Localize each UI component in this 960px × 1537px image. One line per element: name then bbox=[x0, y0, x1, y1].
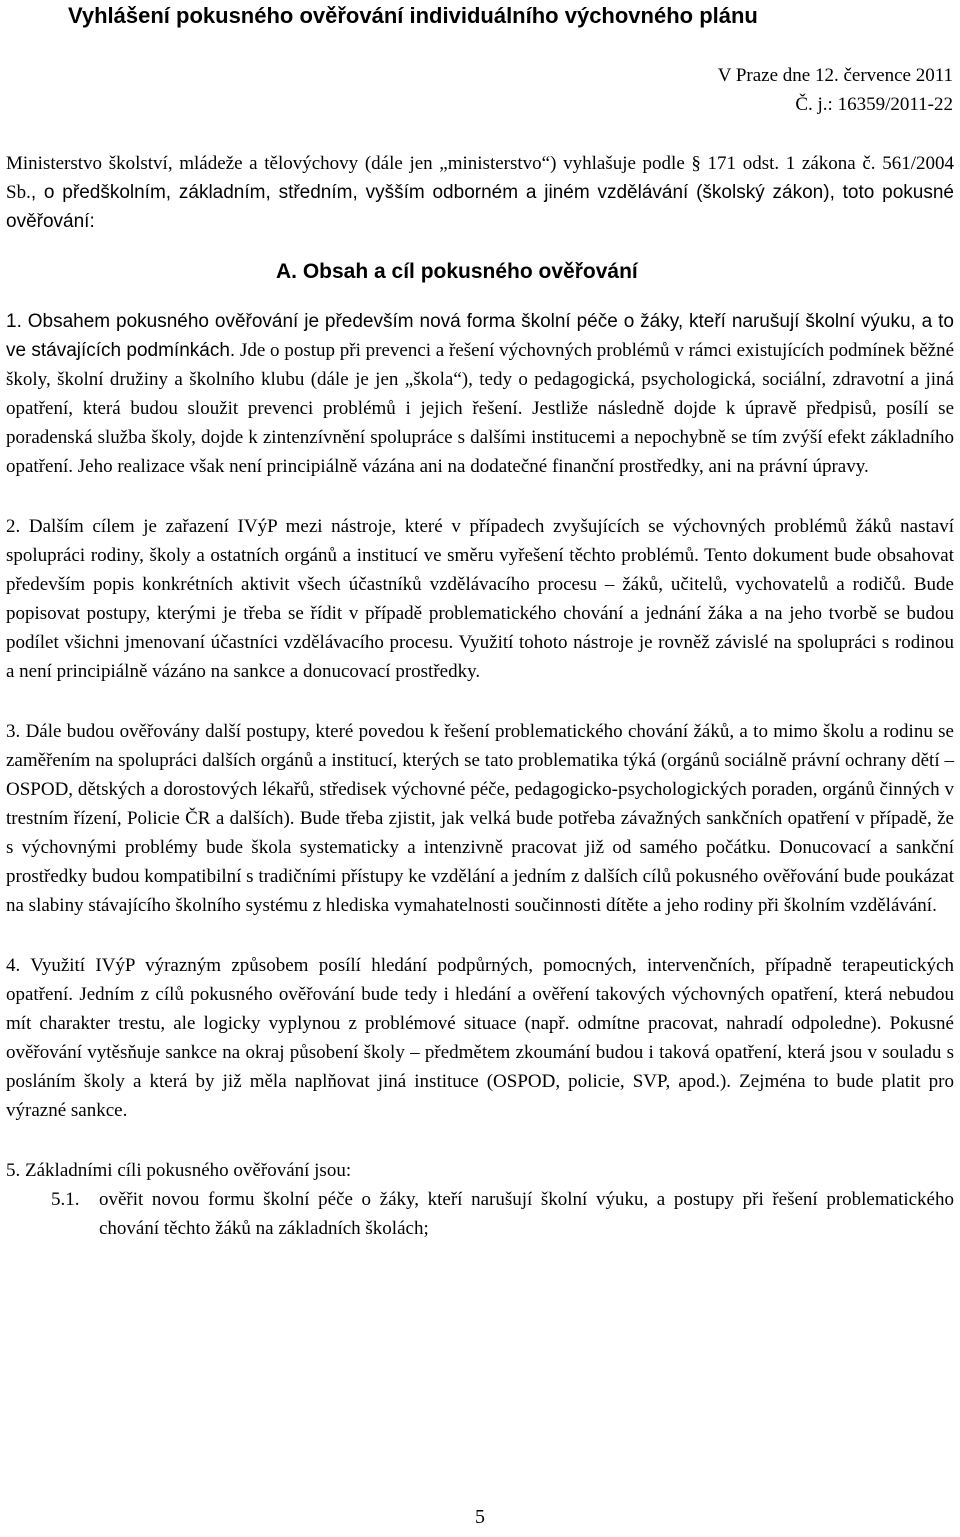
paragraph-2: 2. Dalším cílem je zařazení IVýP mezi nástroje, které v případech zvyšujících se výchovných problémů žáků nastaví spolupráci rodiny, školy a ostatních orgánů a institucí ve směru vyřešení těchto problémů. Tento dokument bude obsahovat především popis konkrétních aktivit všech účastníků vzdělávacího procesu – žáků, učitelů, vychovatelů a rodičů. Bude popisovat postupy, kterými je třeba se řídit v případě problematického chování a jednání žáka a na jeho tvorbě se budou podílet všichni jmenovaní účastníci vzdělávacího procesu. Využití tohoto nástroje je rovněž závislé na spolupráci s rodinou a není principiálně vázáno na sankce a donucovací prostředky. bbox=[6, 516, 954, 682]
reference-number: Č. j.: 16359/2011-22 bbox=[795, 94, 953, 115]
list-item-text: ověřit novou formu školní péče o žáky, kteří narušují školní výuku, a postupy při řešení problematického chování těchto žáků na základních školách; bbox=[99, 1189, 954, 1239]
paragraph-4: 4. Využití IVýP výrazným způsobem posílí hledání podpůrných, pomocných, intervenčních, případně terapeutických opatření. Jedním z cílů pokusného ověřování bude tedy i hledání a ověření takových výchovných opatření, která nebudou mít charakter trestu, ale logicky vyplynou z problémové situace (např. odmítne pracovat, nahradí odpoledne). Pokusné ověřování vytěsňuje sankce na okraj působení školy – předmětem zkoumání budou i taková opatření, která jsou v souladu s posláním školy a která by již měla naplňovat jiná instituce (OSPOD, policie, SVP, apod.). Zejména to bude platit pro výrazné sankce. bbox=[6, 955, 954, 1121]
page-number: 5 bbox=[475, 1506, 485, 1528]
paragraph-1 bbox=[6, 307, 954, 481]
paragraph-5-heading: 5. Základními cíli pokusného ověřování jsou: bbox=[6, 1160, 352, 1181]
section-heading-a: A. Obsah a cíl pokusného ověřování bbox=[276, 260, 638, 283]
paragraph-1-part2: Jde o postup při prevenci a řešení výchovných problémů v rámci existujících podmínek běžné školy, školní družiny a školního klubu (dále je jen „škola“), tedy o pedagogická, psychologická, sociální, zdravotní a jiná opatření, která budou sloužit prevenci problémů i jejich řešení. Jestliže následně dojde k úpravě předpisů, posílí se poradenská služba školy, dojde k zintenzívnění spolupráce s dalšími institucemi a nepochybně se tím zvýší efekt základního opatření. Jeho realizace však není principiálně vázána ani na dodatečné finanční prostředky, ani na právní úpravy. bbox=[6, 340, 955, 477]
intro-text-part1: Ministerstvo školství, mládeže a tělovýchovy (dále jen „ministerstvo“) vyhlašuje podle § 171 odst. 1 zákona č. 561/2004 Sb. bbox=[6, 153, 954, 203]
list-item-number: 5.1. bbox=[51, 1189, 80, 1210]
date-line: V Praze dne 12. července 2011 bbox=[717, 65, 953, 86]
intro-text-part2: , o předškolním, základním, středním, vyšším odborném a jiném vzdělávání (školský zákon), toto pokusné ověřování: bbox=[6, 182, 954, 232]
document-page bbox=[6, 0, 954, 1537]
paragraph-1-part1: 1. Obsahem pokusného ověřování je především nová forma školní péče o žáky, kteří narušují školní výuku, a to ve stávajících podmínkách. bbox=[6, 311, 954, 361]
intro-paragraph bbox=[6, 149, 954, 236]
paragraph-3: 3. Dále budou ověřovány další postupy, které povedou k řešení problematického chování žáků, a to mimo školu a rodinu se zaměřením na spolupráci dalších orgánů a institucí, kterých se tato problematika týká (orgánů sociálně právní ochrany dětí – OSPOD, dětských a dorostových lékařů, středisek výchovné péče, pedagogicko-psychologických poraden, orgánů činných v trestním řízení, Policie ČR a dalších). Bude třeba zjistit, jak velká bude potřeba závažných sankčních opatření v případě, že s výchovnými problémy bude škola systematicky a intenzivně pracovat již od samého počátku. Donucovací a sankční prostředky budou kompatibilní s tradičními přístupy ke vzdělání a jedním z dalších cílů pokusného ověřování bude poukázat na slabiny stávajícího školního systému z hlediska vymahatelnosti součinnosti dítěte a jeho rodiny při školním vzdělávání. bbox=[6, 721, 954, 916]
document-title: Vyhlášení pokusného ověřování individuálního výchovného plánu bbox=[68, 3, 758, 28]
list-item-5-1 bbox=[51, 1185, 954, 1243]
